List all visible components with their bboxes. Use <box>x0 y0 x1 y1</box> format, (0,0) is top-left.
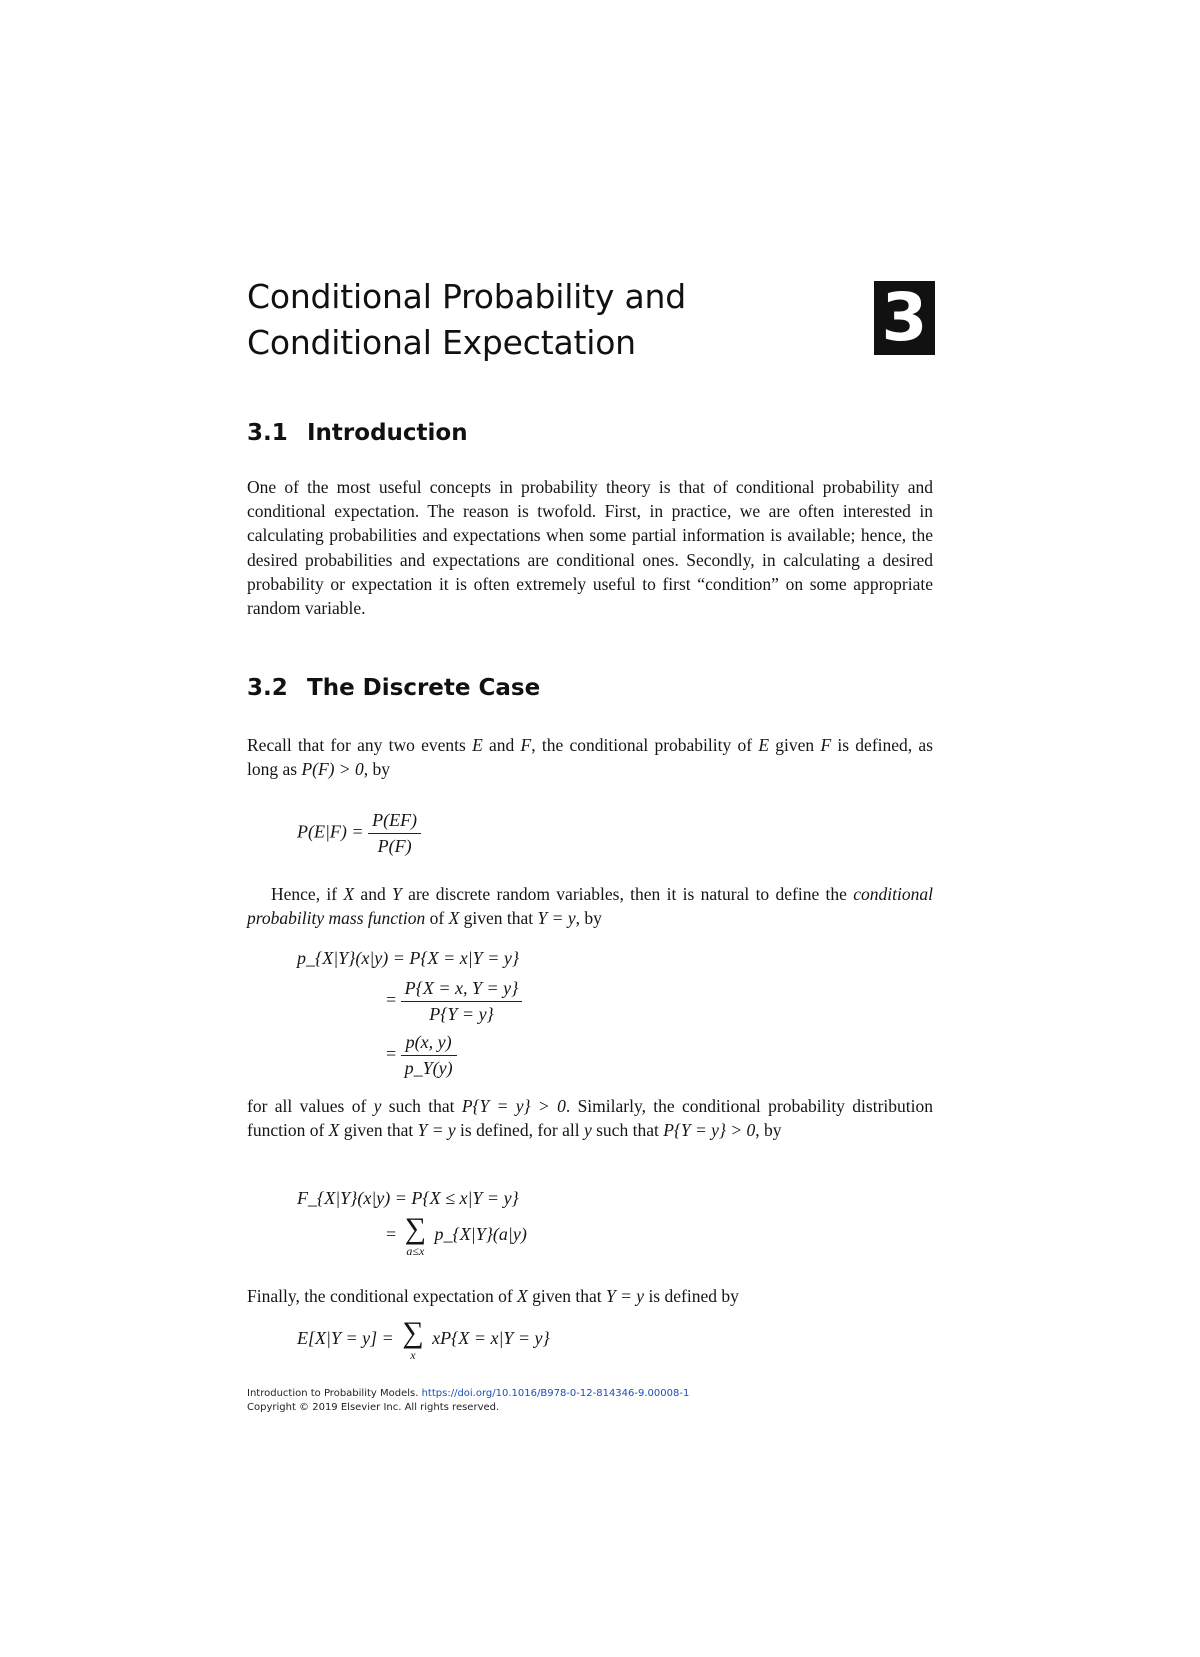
text-run: Hence, if <box>271 884 344 904</box>
section-number: 3.2 <box>247 675 288 701</box>
summation-index: a≤x <box>406 1244 425 1258</box>
sigma-symbol: ∑ <box>404 1212 427 1245</box>
chapter-title-line-1: Conditional Probability and <box>247 277 686 316</box>
book-citation: Introduction to Probability Models. <box>247 1388 422 1399</box>
page-footer <box>247 1387 689 1415</box>
math-inline: Y = y <box>537 908 576 929</box>
text-run: , by <box>363 759 391 780</box>
fraction-denominator: P(F) <box>377 836 412 856</box>
expectation-paragraph <box>247 1284 933 1308</box>
text-run: given that <box>527 1286 606 1306</box>
text-run: is defined, for all <box>455 1120 584 1141</box>
equation-pmf-line-1 <box>297 948 519 969</box>
text-run: of <box>425 908 449 929</box>
section-heading-introduction <box>247 420 468 446</box>
equation-text: p_{X|Y}(x|y) = P{X = x|Y = y} <box>297 948 520 968</box>
math-var: Y <box>392 884 402 904</box>
doi-link[interactable]: https://doi.org/10.1016/B978-0-12-814346-9.00008-1 <box>421 1388 690 1399</box>
paragraph-text: One of the most useful concepts in probability theory is that of conditional probability and conditional expectation. The reason is twofold. First, in practice, we are often interested in calculating probabilities and expectations when some partial information is available; hence, the desired probabilities and expectations are conditional ones. Secondly, in calculating a desired probability or expectation it is often extremely useful to first “condition” on some appropriate random variable. <box>247 477 933 619</box>
equation-conditional-probability <box>297 810 421 857</box>
text-run: such that <box>381 1096 462 1116</box>
math-var: y <box>373 1096 382 1116</box>
text-run: given <box>769 735 821 755</box>
chapter-number-badge: 3 <box>874 281 935 355</box>
emphasized-term: conditional probability mass function <box>247 884 933 929</box>
math-var: X <box>448 908 460 929</box>
text-run: and <box>354 884 393 904</box>
summation <box>405 1214 426 1258</box>
text-run: for all values of <box>247 1096 374 1116</box>
math-var: F <box>520 735 532 755</box>
text-run: is defined by <box>644 1286 739 1306</box>
section-title: Introduction <box>307 420 468 446</box>
text-run: are discrete random variables, then it is natural to define the <box>401 884 854 904</box>
math-inline: P(F) > 0 <box>301 759 364 780</box>
text-run: is defined, as long as <box>247 735 933 780</box>
copyright-notice: Copyright © 2019 Elsevier Inc. All rights reserved. <box>247 1402 500 1413</box>
equation-conditional-expectation <box>297 1318 550 1362</box>
equals-sign: = <box>386 989 397 1010</box>
text-run: given that <box>339 1120 418 1141</box>
fraction-numerator: p(x, y) <box>401 1032 457 1056</box>
section-title: The Discrete Case <box>307 675 541 701</box>
fraction <box>401 978 523 1025</box>
chapter-title <box>247 274 847 366</box>
math-inline: Y = y <box>417 1120 456 1141</box>
intro-paragraph <box>247 475 933 620</box>
equation-cdf-line-1 <box>297 1188 519 1209</box>
summation-index: x <box>410 1348 416 1362</box>
fraction-denominator: p_Y(y) <box>404 1058 453 1078</box>
equation-pmf-line-2 <box>386 978 522 1025</box>
math-inline: P{Y = y} > 0 <box>663 1120 756 1141</box>
fraction-numerator: P{X = x, Y = y} <box>401 978 523 1002</box>
math-inline: P{Y = y} > 0 <box>461 1096 566 1116</box>
text-run: . Similarly, the conditional probability distribution function of <box>247 1096 933 1141</box>
pmf-paragraph <box>247 882 933 930</box>
equation-pmf-line-3 <box>386 1032 457 1079</box>
math-var: E <box>472 735 483 755</box>
summation <box>402 1318 423 1362</box>
equation-text: F_{X|Y}(x|y) = P{X ≤ x|Y = y} <box>297 1188 519 1208</box>
math-var: X <box>343 884 355 904</box>
text-run: , by <box>755 1120 782 1141</box>
text-run: given that <box>459 908 538 929</box>
fraction <box>401 1032 457 1079</box>
cdf-paragraph <box>247 1094 933 1142</box>
equals-sign: = <box>386 1043 397 1064</box>
text-run: and <box>482 735 521 755</box>
equation-lhs: P(E|F) = <box>297 821 364 842</box>
text-run: Finally, the conditional expectation of <box>247 1286 518 1306</box>
math-var: E <box>758 735 770 755</box>
text-run: , the conditional probability of <box>531 735 759 755</box>
text-run: Recall that for any two events <box>247 735 473 755</box>
equation-rhs: xP{X = x|Y = y} <box>432 1328 550 1349</box>
fraction-numerator: P(EF) <box>368 810 421 834</box>
equation-lhs: E[X|Y = y] = <box>297 1328 394 1349</box>
section-number: 3.1 <box>247 420 288 446</box>
text-run: , by <box>575 908 602 929</box>
section-heading-discrete-case <box>247 675 540 701</box>
math-var: X <box>517 1286 528 1306</box>
text-run: such that <box>591 1120 664 1141</box>
fraction <box>368 810 421 857</box>
math-var: F <box>820 735 832 755</box>
recall-paragraph <box>247 733 933 781</box>
chapter-title-line-2: Conditional Expectation <box>247 323 636 362</box>
sigma-symbol: ∑ <box>402 1316 424 1349</box>
fraction-denominator: P{Y = y} <box>429 1004 494 1024</box>
math-var: y <box>583 1120 592 1141</box>
math-var: X <box>328 1120 340 1141</box>
equals-sign: = <box>386 1224 397 1245</box>
math-inline: Y = y <box>606 1286 645 1306</box>
summation-term: p_{X|Y}(a|y) <box>434 1224 527 1245</box>
equation-cdf-line-2 <box>386 1214 527 1258</box>
